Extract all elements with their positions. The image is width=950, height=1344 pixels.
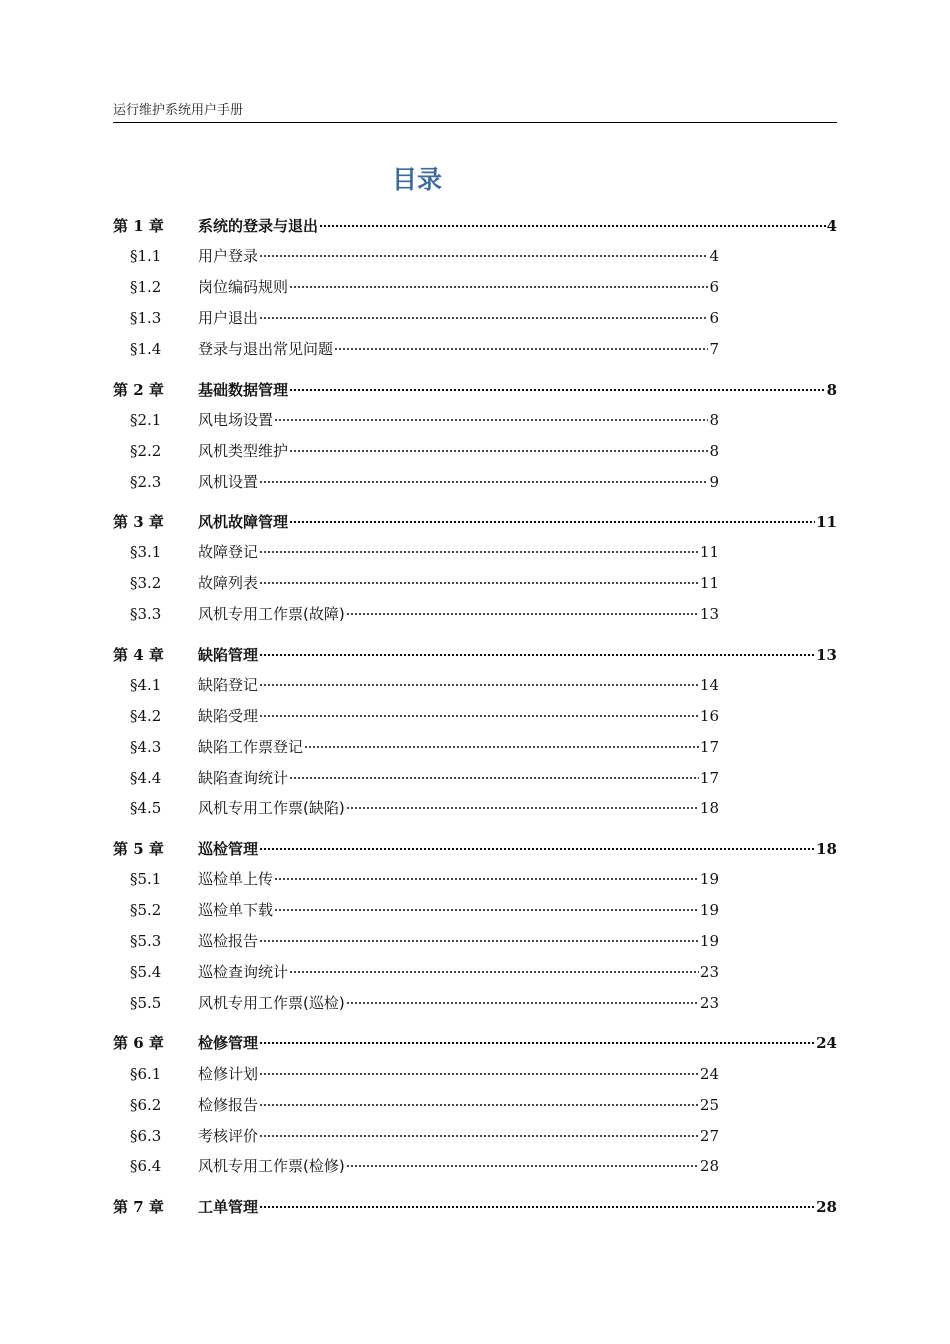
toc-entry-number: §3.3 bbox=[130, 605, 162, 623]
toc-section-entry[interactable] bbox=[130, 992, 719, 1014]
toc-page-number: 18 bbox=[816, 840, 837, 858]
toc-entry-number: 第 6 章 bbox=[113, 1034, 164, 1052]
toc-entry-number: §5.3 bbox=[130, 932, 162, 950]
toc-section-entry[interactable] bbox=[130, 409, 719, 431]
toc-page-number: 17 bbox=[699, 769, 719, 787]
toc-dot-leader bbox=[259, 582, 699, 584]
toc-dot-leader bbox=[319, 225, 826, 227]
toc-entry-number: §6.2 bbox=[130, 1096, 162, 1114]
toc-page-number: 13 bbox=[816, 646, 837, 664]
toc-dot-leader bbox=[259, 715, 699, 717]
toc-page-number: 25 bbox=[699, 1096, 719, 1114]
toc-entry-title: 缺陷管理 bbox=[198, 646, 259, 664]
toc-section-entry[interactable] bbox=[130, 705, 719, 727]
toc-dot-leader bbox=[259, 940, 699, 942]
toc-entry-number: §6.1 bbox=[130, 1065, 162, 1083]
toc-page-number: 9 bbox=[709, 473, 719, 491]
toc-section-entry[interactable] bbox=[130, 1155, 719, 1177]
toc-page-number: 28 bbox=[816, 1198, 837, 1216]
toc-section-entry[interactable] bbox=[130, 736, 719, 758]
toc-dot-leader bbox=[259, 1135, 699, 1137]
toc-chapter-entry[interactable] bbox=[113, 838, 837, 860]
toc-dot-leader bbox=[289, 777, 699, 779]
toc-entry-title: 岗位编码规则 bbox=[198, 278, 289, 296]
toc-page-number: 18 bbox=[699, 799, 719, 817]
toc-section-entry[interactable] bbox=[130, 307, 719, 329]
toc-page-number: 7 bbox=[709, 340, 719, 358]
toc-entry-title: 巡检单下载 bbox=[198, 901, 274, 919]
toc-section-entry[interactable] bbox=[130, 899, 719, 921]
toc-section-entry[interactable] bbox=[130, 1125, 719, 1147]
toc-entry-title: 故障列表 bbox=[198, 574, 259, 592]
toc-dot-leader bbox=[346, 1165, 699, 1167]
toc-page-number: 24 bbox=[699, 1065, 719, 1083]
toc-entry-number: §4.1 bbox=[130, 676, 162, 694]
toc-page-number: 11 bbox=[816, 513, 837, 531]
toc-entry-number: 第 5 章 bbox=[113, 840, 164, 858]
toc-section-entry[interactable] bbox=[130, 541, 719, 563]
toc-section-entry[interactable] bbox=[130, 1094, 719, 1116]
toc-entry-number: 第 1 章 bbox=[113, 217, 164, 235]
toc-entry-title: 风机专用工作票(缺陷) bbox=[198, 799, 345, 817]
toc-dot-leader bbox=[274, 419, 708, 421]
toc-section-entry[interactable] bbox=[130, 868, 719, 890]
toc-entry-title: 登录与退出常见问题 bbox=[198, 340, 334, 358]
toc-section-entry[interactable] bbox=[130, 1063, 719, 1085]
toc-entry-title: 缺陷查询统计 bbox=[198, 769, 289, 787]
toc-entry-number: §4.3 bbox=[130, 738, 162, 756]
toc-entry-number: §6.3 bbox=[130, 1127, 162, 1145]
toc-dot-leader bbox=[259, 1104, 699, 1106]
toc-dot-leader bbox=[304, 746, 699, 748]
toc-entry-number: §1.4 bbox=[130, 340, 162, 358]
toc-entry-title: 风机故障管理 bbox=[198, 513, 289, 531]
toc-entry-title: 巡检查询统计 bbox=[198, 963, 289, 981]
toc-dot-leader bbox=[259, 654, 815, 656]
toc-entry-number: §2.3 bbox=[130, 473, 162, 491]
toc-section-entry[interactable] bbox=[130, 572, 719, 594]
toc-dot-leader bbox=[259, 317, 708, 319]
toc-page-number: 11 bbox=[699, 574, 719, 592]
toc-entry-title: 工单管理 bbox=[198, 1198, 259, 1216]
toc-dot-leader bbox=[334, 348, 708, 350]
toc-page-number: 23 bbox=[699, 994, 719, 1012]
toc-chapter-entry[interactable] bbox=[113, 1032, 837, 1054]
toc-section-entry[interactable] bbox=[130, 674, 719, 696]
toc-dot-leader bbox=[274, 878, 699, 880]
toc-entry-number: §2.1 bbox=[130, 411, 162, 429]
toc-page-number: 8 bbox=[709, 442, 719, 460]
toc-entry-number: §1.3 bbox=[130, 309, 162, 327]
toc-dot-leader bbox=[289, 521, 815, 523]
toc-entry-number: §3.2 bbox=[130, 574, 162, 592]
toc-chapter-entry[interactable] bbox=[113, 379, 837, 401]
toc-dot-leader bbox=[259, 684, 699, 686]
toc-entry-title: 检修管理 bbox=[198, 1034, 259, 1052]
toc-dot-leader bbox=[259, 551, 699, 553]
toc-entry-number: §1.1 bbox=[130, 247, 162, 265]
toc-entry-number: 第 4 章 bbox=[113, 646, 164, 664]
header-text: 运行维护系统用户手册 bbox=[113, 103, 244, 118]
toc-dot-leader bbox=[346, 613, 699, 615]
toc-chapter-entry[interactable] bbox=[113, 215, 837, 237]
toc-section-entry[interactable] bbox=[130, 276, 719, 298]
toc-entry-number: §4.2 bbox=[130, 707, 162, 725]
toc-entry-title: 用户登录 bbox=[198, 247, 259, 265]
toc-entry-number: §5.1 bbox=[130, 870, 162, 888]
toc-dot-leader bbox=[259, 1073, 699, 1075]
toc-page-number: 4 bbox=[826, 217, 837, 235]
toc-page-number: 24 bbox=[816, 1034, 837, 1052]
toc-section-entry[interactable] bbox=[130, 471, 719, 493]
toc-page-number: 19 bbox=[699, 870, 719, 888]
toc-entry-title: 巡检单上传 bbox=[198, 870, 274, 888]
toc-page-number: 27 bbox=[699, 1127, 719, 1145]
toc-dot-leader bbox=[259, 848, 815, 850]
toc-entry-number: §6.4 bbox=[130, 1157, 162, 1175]
toc-entry-title: 检修计划 bbox=[198, 1065, 259, 1083]
toc-dot-leader bbox=[259, 481, 708, 483]
toc-entry-title: 缺陷工作票登记 bbox=[198, 738, 304, 756]
toc-entry-title: 巡检管理 bbox=[198, 840, 259, 858]
toc-page-number: 6 bbox=[709, 278, 719, 296]
toc-page-number: 8 bbox=[826, 381, 837, 399]
toc-entry-title: 基础数据管理 bbox=[198, 381, 289, 399]
running-header bbox=[113, 104, 837, 123]
toc-entry-number: §5.5 bbox=[130, 994, 162, 1012]
toc-entry-title: 风机专用工作票(巡检) bbox=[198, 994, 345, 1012]
toc-entry-title: 风机专用工作票(检修) bbox=[198, 1157, 345, 1175]
toc-entry-number: 第 2 章 bbox=[113, 381, 164, 399]
toc-section-entry[interactable] bbox=[130, 797, 719, 819]
toc-entry-number: §4.5 bbox=[130, 799, 162, 817]
toc-section-entry[interactable] bbox=[130, 245, 719, 267]
toc-entry-title: 风机设置 bbox=[198, 473, 259, 491]
toc-page-number: 19 bbox=[699, 901, 719, 919]
toc-entry-number: 第 7 章 bbox=[113, 1198, 164, 1216]
toc-entry-number: §5.2 bbox=[130, 901, 162, 919]
toc-entry-title: 故障登记 bbox=[198, 543, 259, 561]
toc-page-number: 17 bbox=[699, 738, 719, 756]
toc-section-entry[interactable] bbox=[130, 603, 719, 625]
toc-entry-title: 风机专用工作票(故障) bbox=[198, 605, 345, 623]
toc-entry-title: 风电场设置 bbox=[198, 411, 274, 429]
toc-entry-title: 缺陷登记 bbox=[198, 676, 259, 694]
toc-entry-title: 考核评价 bbox=[198, 1127, 259, 1145]
toc-dot-leader bbox=[274, 909, 699, 911]
toc-dot-leader bbox=[289, 971, 699, 973]
toc-dot-leader bbox=[259, 1042, 815, 1044]
toc-page-number: 8 bbox=[709, 411, 719, 429]
toc-section-entry[interactable] bbox=[130, 767, 719, 789]
toc-entry-number: §5.4 bbox=[130, 963, 162, 981]
toc-page-number: 11 bbox=[699, 543, 719, 561]
toc-dot-leader bbox=[259, 1206, 815, 1208]
toc-entry-title: 用户退出 bbox=[198, 309, 259, 327]
toc-dot-leader bbox=[289, 286, 708, 288]
toc-entry-title: 缺陷受理 bbox=[198, 707, 259, 725]
toc-entry-title: 风机类型维护 bbox=[198, 442, 289, 460]
toc-page-number: 23 bbox=[699, 963, 719, 981]
toc-page-number: 14 bbox=[699, 676, 719, 694]
toc-chapter-entry[interactable] bbox=[113, 511, 837, 533]
toc-page-number: 13 bbox=[699, 605, 719, 623]
toc-section-entry[interactable] bbox=[130, 930, 719, 952]
toc-entry-number: §1.2 bbox=[130, 278, 162, 296]
toc-page-number: 19 bbox=[699, 932, 719, 950]
toc-page-number: 4 bbox=[709, 247, 719, 265]
toc-title: 目录 bbox=[391, 165, 442, 194]
toc-chapter-entry[interactable] bbox=[113, 1196, 837, 1218]
toc-dot-leader bbox=[289, 389, 826, 391]
toc-section-entry[interactable] bbox=[130, 338, 719, 360]
toc-page-number: 28 bbox=[699, 1157, 719, 1175]
toc-dot-leader bbox=[346, 807, 699, 809]
toc-section-entry[interactable] bbox=[130, 961, 719, 983]
toc-entry-number: §2.2 bbox=[130, 442, 162, 460]
toc-entry-title: 检修报告 bbox=[198, 1096, 259, 1114]
toc-dot-leader bbox=[289, 450, 708, 452]
toc-entry-number: §4.4 bbox=[130, 769, 162, 787]
toc-dot-leader bbox=[346, 1002, 699, 1004]
toc-entry-number: §3.1 bbox=[130, 543, 162, 561]
toc-page-number: 6 bbox=[709, 309, 719, 327]
toc-dot-leader bbox=[259, 255, 708, 257]
toc-entry-title: 巡检报告 bbox=[198, 932, 259, 950]
toc-entry-number: 第 3 章 bbox=[113, 513, 164, 531]
toc-page-number: 16 bbox=[699, 707, 719, 725]
toc-section-entry[interactable] bbox=[130, 440, 719, 462]
toc-entry-title: 系统的登录与退出 bbox=[198, 217, 319, 235]
toc-chapter-entry[interactable] bbox=[113, 644, 837, 666]
